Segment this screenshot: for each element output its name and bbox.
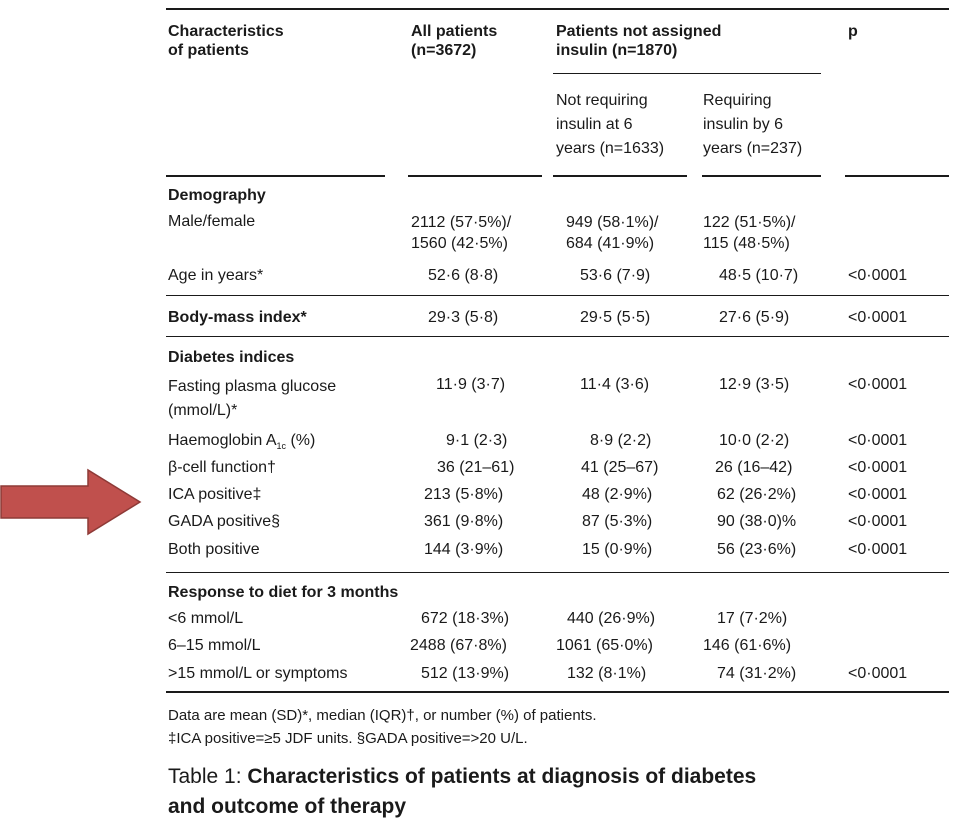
cell-requiring: 74 (31·2%) [717,665,797,682]
cell-p: <0·0001 [848,432,908,449]
header-characteristics: Characteristics of patients [168,23,284,59]
row-label: 6–15 mmol/L [168,637,261,654]
cell-not-requiring: 53·6 (7·9) [580,267,651,284]
cell-requiring: 146 (61·6%) [703,637,792,654]
cell-p: <0·0001 [848,486,908,503]
cell-not-requiring: 1061 (65·0%) [556,637,653,654]
header-requiring: Requiring insulin by 6 years (n=237) [703,92,803,157]
red-arrow-icon [0,468,142,536]
section-rule [166,336,949,337]
row-label: Male/female [168,213,256,230]
cell-p: <0·0001 [848,513,908,530]
cell-requiring: 10·0 (2·2) [719,432,790,449]
row-label: ICA positive‡ [168,486,262,503]
cell-not-requiring: 48 (2·9%) [582,486,653,503]
cell-p: <0·0001 [848,309,908,326]
table-footnote: Data are mean (SD)*, median (IQR)†, or number (%) of patients. [168,707,597,724]
cell-requiring: 12·9 (3·5) [719,376,790,393]
cell-p: <0·0001 [848,267,908,284]
cell-requiring: 122 (51·5%)/ 115 (48·5%) [703,214,796,252]
cell-requiring: 48·5 (10·7) [719,267,799,284]
section-rule [166,572,949,573]
cell-all: 11·9 (3·7) [436,376,506,393]
row-label: Haemoglobin $A_{1c}$ (%) [168,432,316,452]
cell-all: 52·6 (8·8) [428,267,499,284]
section-rule [166,295,949,296]
cell-all: 361 (9·8%) [424,513,504,530]
cell-requiring: 56 (23·6%) [717,541,797,558]
cell-not-requiring: 132 (8·1%) [567,665,647,682]
cell-all: 213 (5·8%) [424,486,504,503]
table-caption: Table 1: Characteristics of patients at diagnosis of diabetes and outcome of therapy [168,765,757,818]
header-rule-c0 [166,175,385,177]
section-demography: Demography [168,187,266,204]
row-label: GADA positive§ [168,513,281,530]
header-rule-c2 [553,175,687,177]
header-rule-c4 [845,175,949,177]
header-rule-c1 [408,175,542,177]
cell-all: 512 (13·9%) [421,665,510,682]
row-label: Age in years* [168,267,264,284]
section-response-to-diet: Response to diet for 3 months [168,584,399,601]
cell-p: <0·0001 [848,376,908,393]
cell-not-requiring: 29·5 (5·5) [580,309,651,326]
group-rule [553,73,821,74]
bottom-rule [166,691,949,693]
cell-all: 29·3 (5·8) [428,309,499,326]
cell-all: 9·1 (2·3) [446,432,508,449]
cell-not-requiring: 41 (25–67) [581,459,659,476]
cell-not-requiring: 87 (5·3%) [582,513,653,530]
cell-all: 36 (21–61) [437,459,515,476]
cell-not-requiring: 15 (0·9%) [582,541,653,558]
cell-all: 144 (3·9%) [424,541,504,558]
cell-p: <0·0001 [848,665,908,682]
cell-all: 2488 (67·8%) [410,637,507,654]
header-not-assigned: Patients not assigned insulin (n=1870) [556,23,722,59]
cell-not-requiring: 11·4 (3·6) [580,376,650,393]
cell-not-requiring: 949 (58·1%)/ 684 (41·9%) [566,214,659,252]
header-all-patients: All patients (n=3672) [411,23,498,59]
cell-all: 672 (18·3%) [421,610,510,627]
table-footnote: ‡ICA positive=≥5 JDF units. §GADA positive=>20 U/L. [168,730,528,747]
cell-not-requiring: 440 (26·9%) [567,610,656,627]
row-label: Both positive [168,541,260,558]
cell-p: <0·0001 [848,541,908,558]
row-label: <6 mmol/L [168,610,244,627]
cell-not-requiring: 8·9 (2·2) [590,432,652,449]
cell-requiring: 27·6 (5·9) [719,309,790,326]
cell-requiring: 17 (7·2%) [717,610,788,627]
cell-requiring: 90 (38·0)% [717,513,797,530]
header-p: p [848,23,858,40]
section-bmi: Body-mass index* [168,309,307,326]
header-rule-c3 [702,175,821,177]
cell-all: 2112 (57·5%)/ 1560 (42·5%) [411,214,512,252]
row-label: β-cell function† [168,459,276,476]
cell-p: <0·0001 [848,459,908,476]
cell-requiring: 26 (16–42) [715,459,793,476]
top-rule [166,8,949,10]
row-label: >15 mmol/L or symptoms [168,665,348,682]
header-not-requiring: Not requiring insulin at 6 years (n=1633) [556,92,665,157]
cell-requiring: 62 (26·2%) [717,486,797,503]
section-diabetes-indices: Diabetes indices [168,349,295,366]
row-label: Fasting plasma glucose (mmol/L)* [168,378,337,419]
